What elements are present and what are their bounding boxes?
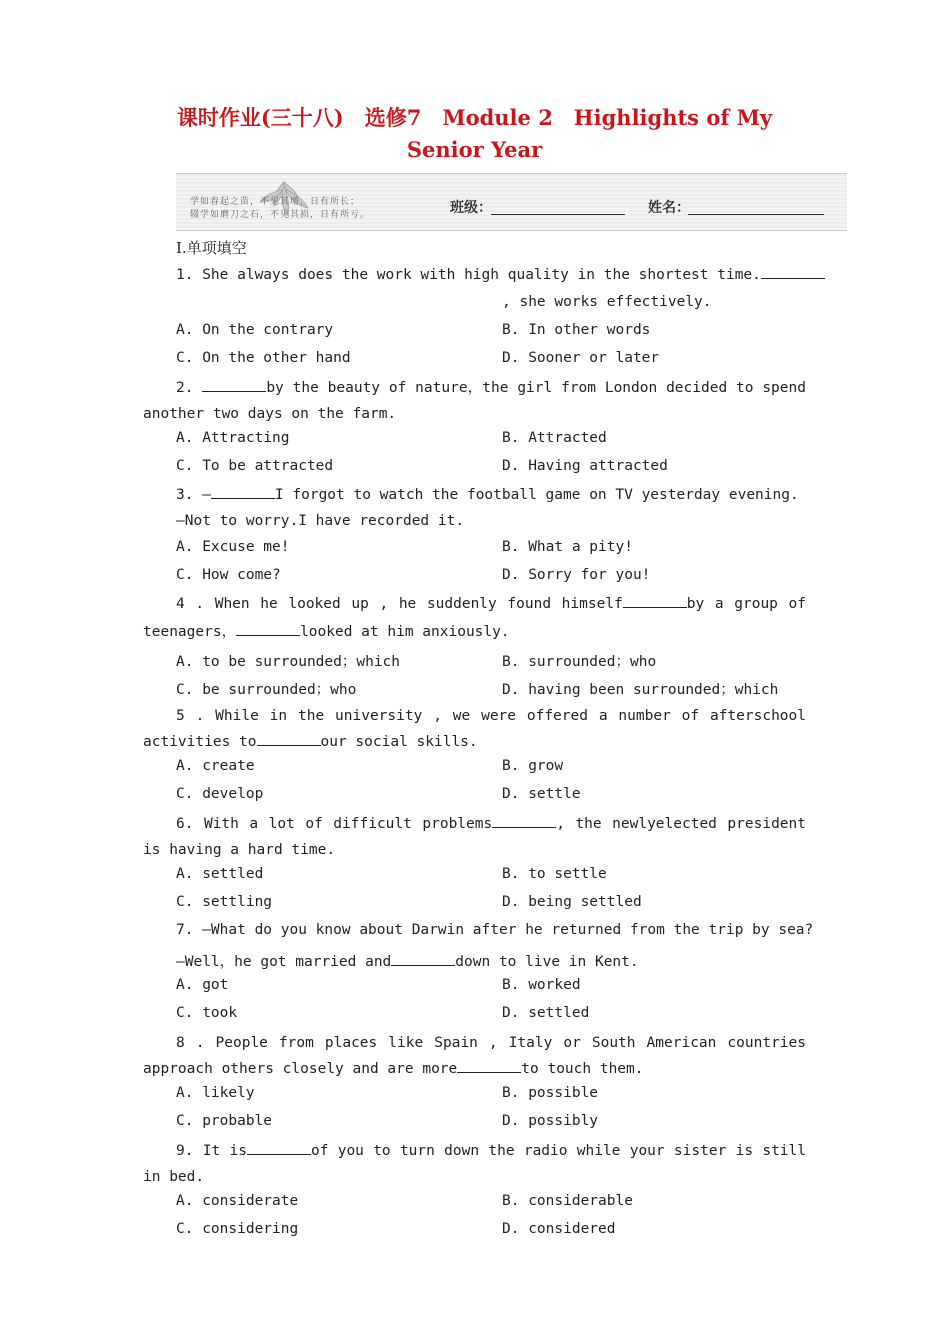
- q1-option-a[interactable]: A. On the contrary: [176, 322, 334, 338]
- q5-blank[interactable]: [257, 733, 321, 746]
- class-field[interactable]: [491, 214, 625, 215]
- q2-option-a[interactable]: A. Attracting: [176, 430, 290, 446]
- q9-stem: 9. It is: [176, 1143, 247, 1159]
- q2-option-c[interactable]: C. To be attracted: [176, 458, 334, 474]
- q2-number: 2.: [176, 380, 203, 396]
- q5-option-d[interactable]: D. settle: [502, 786, 581, 802]
- question-5: [143, 703, 806, 755]
- q1-option-b[interactable]: B. In other words: [502, 322, 651, 338]
- page-title-line2: Senior Year: [406, 137, 543, 162]
- q9-option-d[interactable]: D. considered: [502, 1221, 616, 1237]
- q7-option-c[interactable]: C. took: [176, 1005, 238, 1021]
- q9-blank[interactable]: [247, 1142, 311, 1155]
- q3-blank[interactable]: [211, 486, 275, 499]
- q4-blank-2[interactable]: [236, 623, 300, 636]
- q6-stem-end: , the newlyelected president is having a hard time.: [143, 816, 806, 858]
- q3-number: 3. —: [176, 487, 211, 503]
- q7-blank[interactable]: [391, 953, 455, 966]
- q8-option-c[interactable]: C. probable: [176, 1113, 273, 1129]
- q4-stem-end: looked at him anxiously.: [300, 624, 510, 640]
- q9-option-b[interactable]: B. considerable: [502, 1193, 633, 1209]
- q7-reply: [176, 950, 639, 971]
- question-3: [176, 486, 799, 503]
- q8-option-b[interactable]: B. possible: [502, 1085, 599, 1101]
- q6-blank[interactable]: [492, 815, 556, 828]
- q2-option-b[interactable]: B. Attracted: [502, 430, 607, 446]
- q7-option-b[interactable]: B. worked: [502, 977, 581, 993]
- q3-stem: I forgot to watch the football game on TV yesterday evening.: [274, 487, 799, 503]
- q9-option-c[interactable]: C. considering: [176, 1221, 299, 1237]
- q6-option-b[interactable]: B. to settle: [502, 866, 607, 882]
- q5-option-c[interactable]: C. develop: [176, 786, 264, 802]
- q3-option-d[interactable]: D. Sorry for you!: [502, 567, 651, 583]
- q1-continuation: , she works effectively.: [502, 294, 712, 310]
- q4-option-d[interactable]: D. having been surrounded；which: [502, 682, 779, 698]
- section-title: Ⅰ.单项填空: [176, 239, 247, 257]
- page-title-line1: 课时作业(三十八) 选修7 Module 2 Highlights of My: [176, 105, 773, 130]
- q5-stem: 5 . While in the university , we were offered a number of afterschool activities to: [143, 708, 806, 750]
- q5-option-b[interactable]: B. grow: [502, 758, 564, 774]
- q1-option-d[interactable]: D. Sooner or later: [502, 350, 660, 366]
- q5-option-a[interactable]: A. create: [176, 758, 255, 774]
- question-7: 7. —What do you know about Darwin after he returned from the trip by sea?: [176, 922, 814, 938]
- q4-option-a[interactable]: A. to be surrounded；which: [176, 654, 401, 670]
- q1-option-c[interactable]: C. On the other hand: [176, 350, 351, 366]
- q9-stem-end: of you to turn down the radio while your sister is still in bed.: [143, 1143, 806, 1185]
- q7-reply-start: —Well，he got married and: [176, 954, 392, 970]
- q8-stem: 8 . People from places like Spain , Italy or South American countries approach others closely and are more: [143, 1035, 806, 1077]
- q2-option-d[interactable]: D. Having attracted: [502, 458, 668, 474]
- question-8: [143, 1030, 806, 1082]
- q1-blank[interactable]: [761, 266, 825, 279]
- name-field[interactable]: [688, 214, 824, 215]
- class-label: 班级：: [450, 200, 492, 216]
- q4-option-b[interactable]: B. surrounded；who: [502, 654, 657, 670]
- q4-stem-mid: by a group of teenagers，: [143, 596, 806, 640]
- motto-line1: 学如春起之苗，不见其增，日有所长；: [190, 197, 361, 207]
- q3-reply: —Not to worry.I have recorded it.: [176, 513, 465, 529]
- motto-line2: 辍学如磨刀之石，不见其损，日有所亏。: [190, 210, 371, 220]
- q6-option-d[interactable]: D. being settled: [502, 894, 642, 910]
- q7-option-a[interactable]: A. got: [176, 977, 229, 993]
- q8-option-a[interactable]: A. likely: [176, 1085, 255, 1101]
- q9-option-a[interactable]: A. considerate: [176, 1193, 299, 1209]
- q5-stem-end: our social skills.: [320, 734, 478, 750]
- question-2: [143, 375, 806, 427]
- q1-stem: 1. She always does the work with high quality in the shortest time.: [176, 267, 761, 283]
- q3-option-a[interactable]: A. Excuse me!: [176, 539, 290, 555]
- q6-option-c[interactable]: C. settling: [176, 894, 273, 910]
- question-4: [143, 590, 806, 646]
- q8-blank[interactable]: [457, 1060, 521, 1073]
- q2-stem: by the beauty of nature，the girl from London decided to spend another two days on the farm.: [143, 380, 806, 422]
- q2-blank[interactable]: [202, 379, 266, 392]
- q7-option-d[interactable]: D. settled: [502, 1005, 590, 1021]
- name-label: 姓名：: [648, 200, 690, 216]
- q4-option-c[interactable]: C. be surrounded；who: [176, 682, 357, 698]
- q7-reply-end: down to live in Kent.: [455, 954, 639, 970]
- question-6: [143, 811, 806, 863]
- header-banner: [176, 173, 847, 231]
- q8-option-d[interactable]: D. possibly: [502, 1113, 599, 1129]
- q8-stem-end: to touch them.: [521, 1061, 644, 1077]
- question-1: [176, 266, 825, 283]
- q3-option-b[interactable]: B. What a pity!: [502, 539, 633, 555]
- question-9: [143, 1138, 806, 1190]
- q6-option-a[interactable]: A. settled: [176, 866, 264, 882]
- q3-option-c[interactable]: C. How come?: [176, 567, 281, 583]
- q6-stem: 6. With a lot of difficult problems: [176, 816, 493, 832]
- q4-stem: 4 . When he looked up , he suddenly found himself: [176, 596, 623, 612]
- q4-blank-1[interactable]: [623, 595, 687, 608]
